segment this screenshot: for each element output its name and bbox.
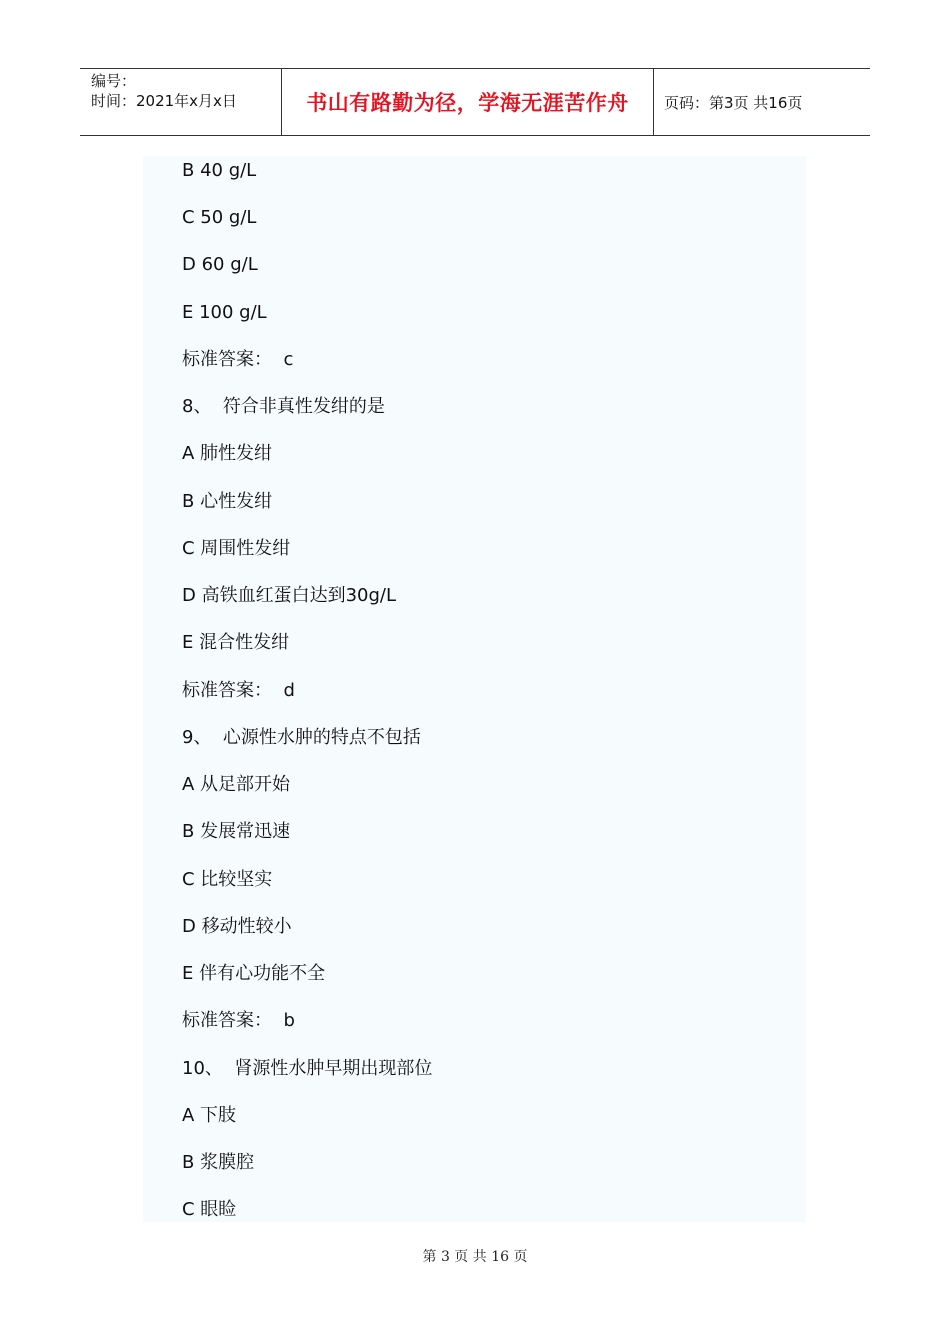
content-line: C 眼睑 <box>182 1199 237 1220</box>
content-line: E 100 g/L <box>182 302 267 323</box>
number-label: 编号： <box>91 72 137 90</box>
content-line: E 混合性发绀 <box>182 632 290 653</box>
question-title: 10、 肾源性水肿早期出现部位 <box>182 1058 433 1079</box>
question-title: 9、 心源性水肿的特点不包括 <box>182 727 421 748</box>
header-motto: 书山有路勤为径，学海无涯苦作舟 <box>306 91 629 115</box>
header-motto-cell <box>282 69 654 135</box>
content-line: A 肺性发绀 <box>182 443 273 464</box>
content-line: C 比较坚实 <box>182 869 273 890</box>
content-line: D 移动性较小 <box>182 916 292 937</box>
content-line: B 心性发绀 <box>182 491 273 512</box>
content-line: B 发展常迅速 <box>182 821 291 842</box>
question-content <box>143 156 806 1222</box>
header-meta-cell <box>80 69 282 135</box>
content-line: D 60 g/L <box>182 254 258 275</box>
page-footer: 第 3 页 共 16 页 <box>422 1249 528 1265</box>
time-label: 时间：2021年x月x日 <box>91 92 237 110</box>
content-line: A 从足部开始 <box>182 774 291 795</box>
content-line: E 伴有心功能不全 <box>182 963 326 984</box>
header-page-cell <box>654 69 870 135</box>
content-line: D 高铁血红蛋白达到30g/L <box>182 585 397 606</box>
content-line: C 50 g/L <box>182 207 257 228</box>
answer-line: 标准答案： b <box>182 1010 295 1031</box>
header-page-info: 页码：第3页 共16页 <box>664 93 803 112</box>
question-title: 8、 符合非真性发绀的是 <box>182 396 385 417</box>
answer-line: 标准答案： c <box>182 349 294 370</box>
content-line: C 周围性发绀 <box>182 538 291 559</box>
content-line: B 浆膜腔 <box>182 1152 255 1173</box>
answer-line: 标准答案： d <box>182 680 295 701</box>
content-line: B 40 g/L <box>182 160 257 181</box>
content-line: A 下肢 <box>182 1105 237 1126</box>
page-header <box>80 68 870 136</box>
